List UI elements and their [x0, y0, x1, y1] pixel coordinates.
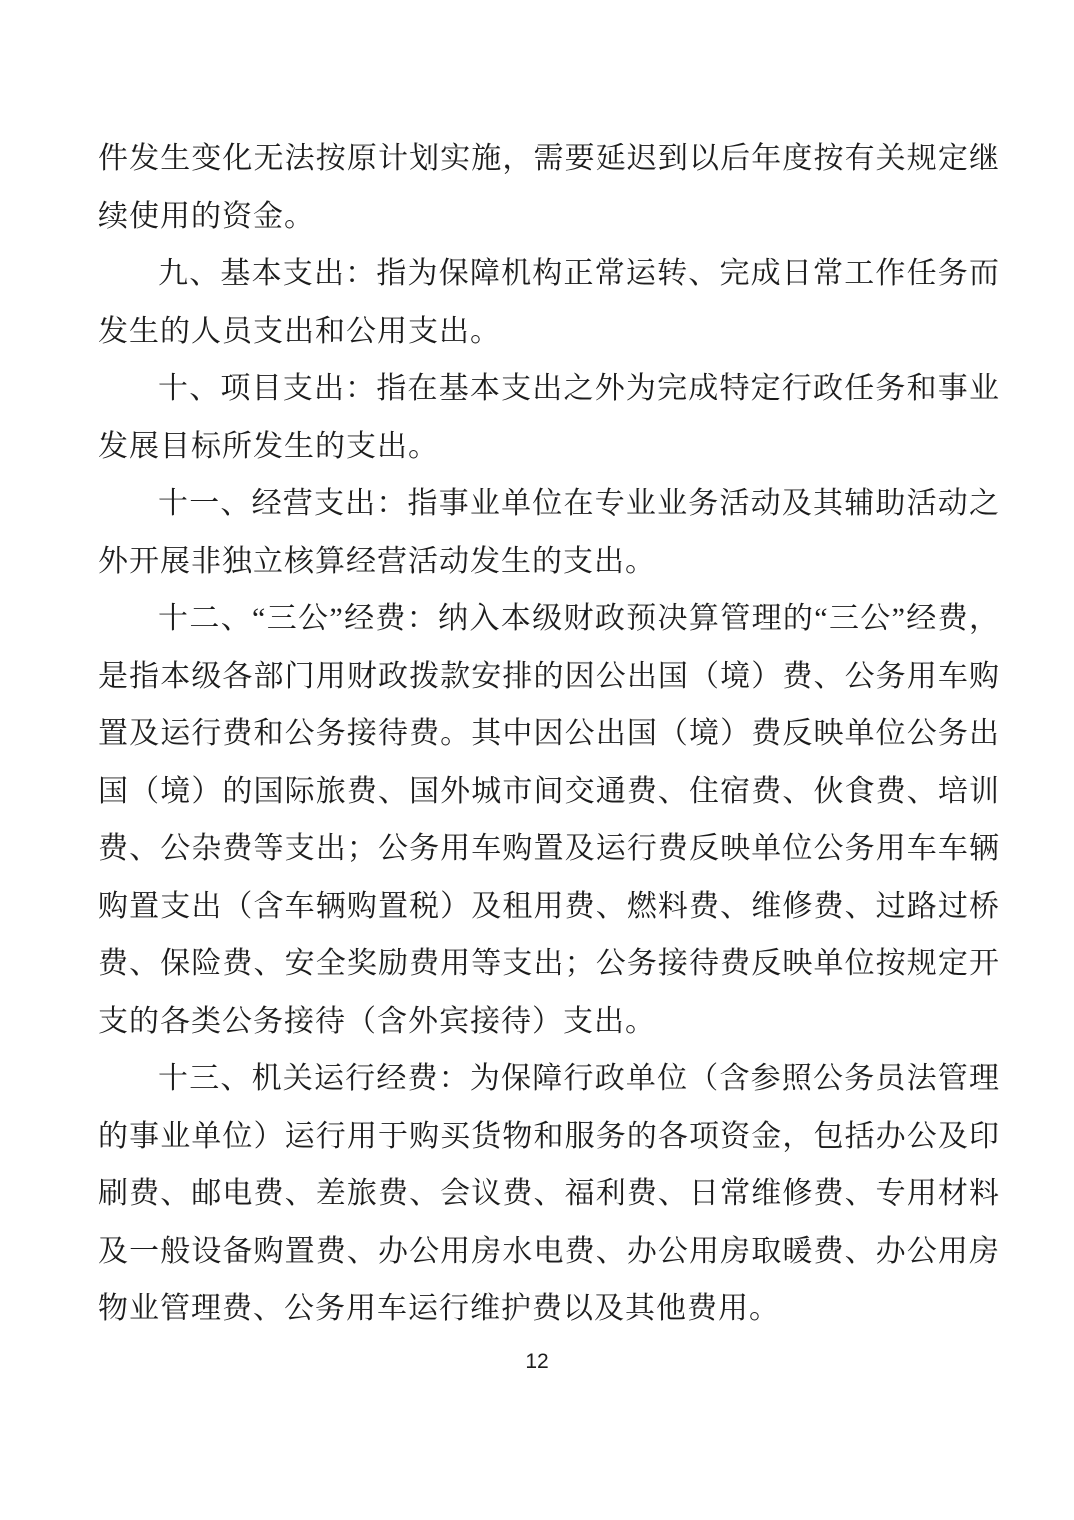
paragraph-item-11-operating-expenditure: 十一、经营支出：指事业单位在专业业务活动及其辅助活动之外开展非独立核算经营活动发生的支出。	[98, 487, 1000, 578]
paragraph-item-13-agency-operating-funds: 十三、机关运行经费：为保障行政单位（含参照公务员法管理的事业单位）运行用于购买货物和服务的各项资金，包括办公及印刷费、邮电费、差旅费、会议费、福利费、日常维修费、专用材料及一般设备购置费、办公用房水电费、办公用房取暖费、办公用房物业管理费、公务用车运行维护费以及其他费用。	[98, 1062, 1000, 1325]
page-number: 12	[525, 1350, 549, 1373]
paragraph-continuation: 件发生变化无法按原计划实施，需要延迟到以后年度按有关规定继续使用的资金。	[98, 142, 1000, 233]
paragraph-item-12-three-public-funds: 十二、“三公”经费：纳入本级财政预决算管理的“三公”经费，是指本级各部门用财政拨款安排的因公出国（境）费、公务用车购置及运行费和公务接待费。其中因公出国（境）费反映单位公务出国（境）的国际旅费、国外城市间交通费、住宿费、伙食费、培训费、公杂费等支出；公务用车购置及运行费反映单位公务用车车辆购置支出（含车辆购置税）及租用费、燃料费、维修费、过路过桥费、保险费、安全奖励费用等支出；公务接待费反映单位按规定开支的各类公务接待（含外宾接待）支出。	[98, 602, 1000, 1038]
paragraph-item-10-project-expenditure: 十、项目支出：指在基本支出之外为完成特定行政任务和事业发展目标所发生的支出。	[98, 372, 1000, 463]
paragraph-item-9-basic-expenditure: 九、基本支出：指为保障机构正常运转、完成日常工作任务而发生的人员支出和公用支出。	[98, 257, 1000, 348]
document-body	[98, 130, 1000, 1338]
